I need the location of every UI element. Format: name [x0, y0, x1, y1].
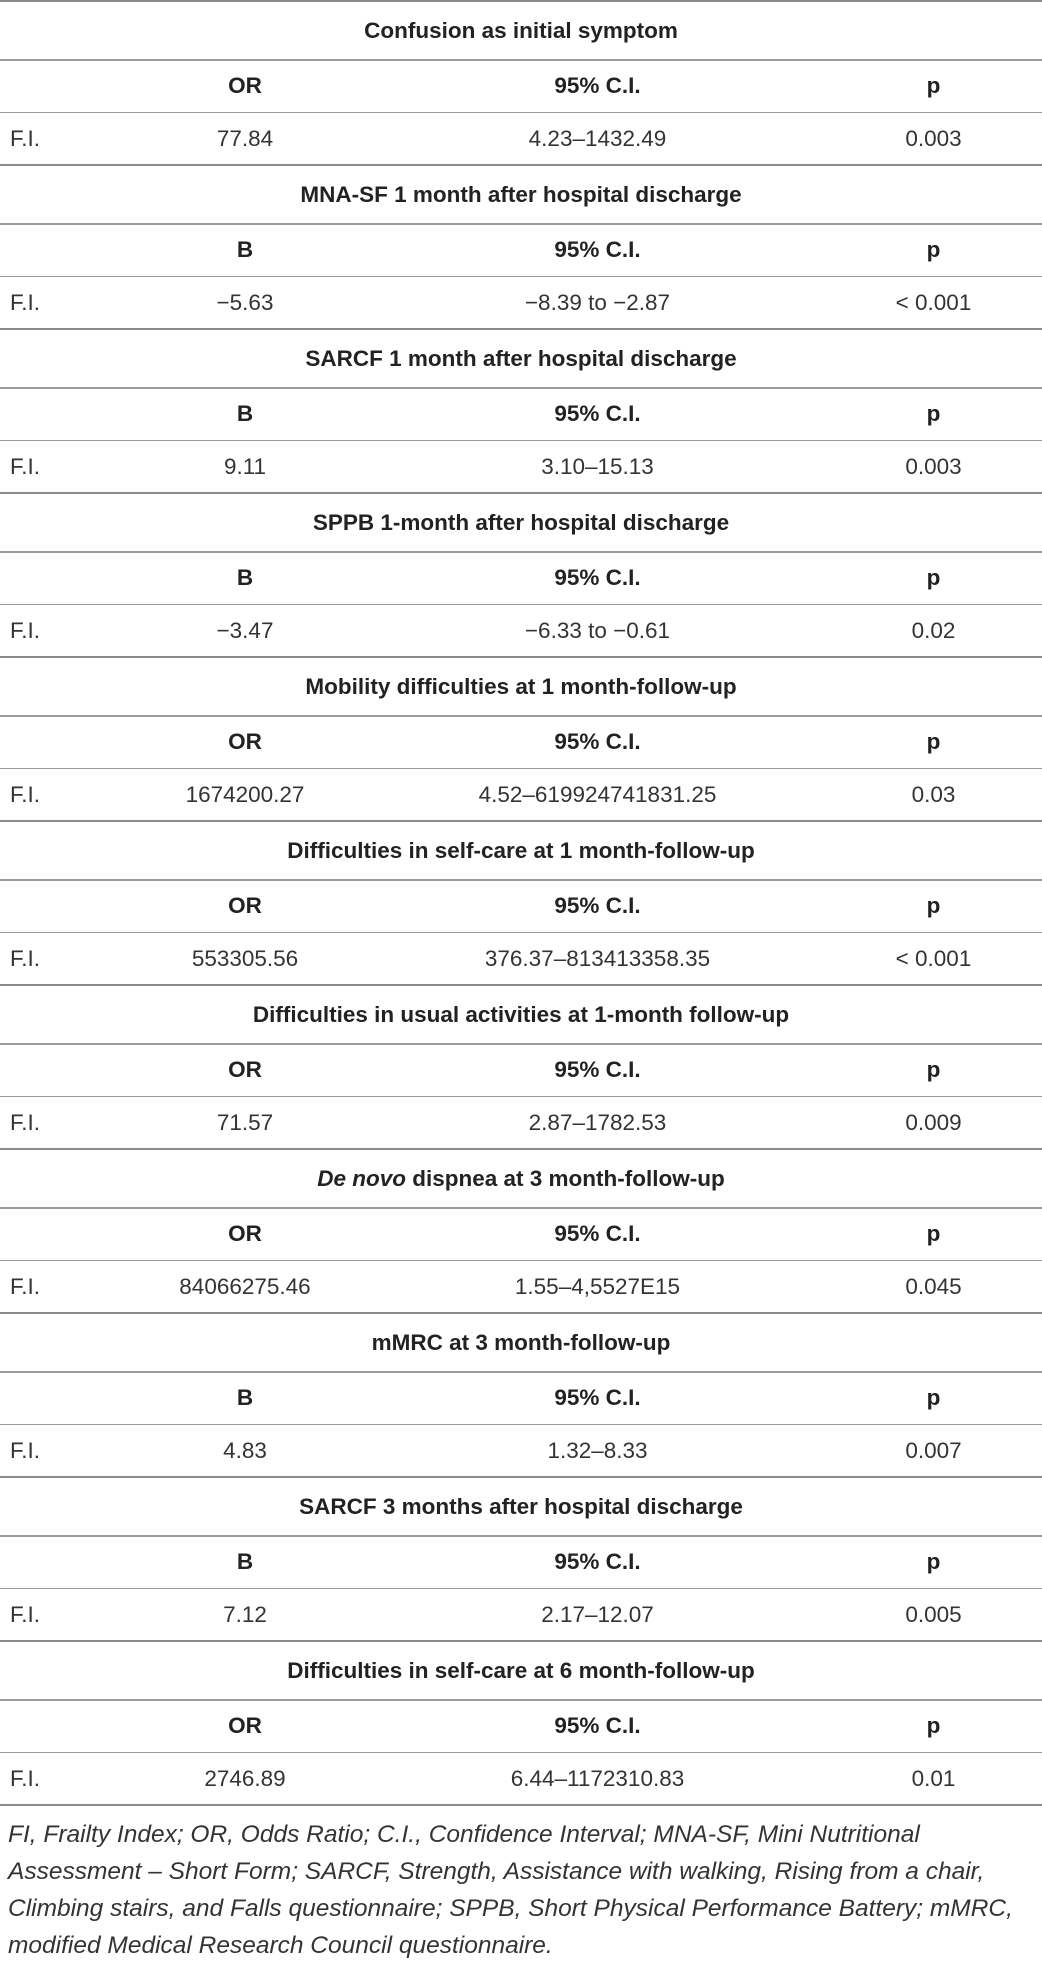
- estimate-value: 7.12: [223, 1601, 267, 1627]
- table-section: [0, 1150, 1042, 1314]
- row-label: F.I.: [10, 453, 41, 479]
- p-value: 0.03: [911, 781, 956, 807]
- header-estimate: B: [236, 565, 254, 590]
- header-ci: 95% C.I.: [554, 73, 641, 98]
- table-row: [0, 1753, 1042, 1804]
- section-title-text: MNA-SF 1 month after hospital discharge: [300, 182, 742, 207]
- section-title: [0, 494, 1042, 551]
- estimate-value: 1674200.27: [185, 781, 305, 807]
- header-p: p: [926, 893, 941, 918]
- header-p: p: [926, 73, 941, 98]
- table-section: [0, 1642, 1042, 1806]
- section-title-emphasis: De novo: [317, 1166, 406, 1191]
- row-label: F.I.: [10, 1601, 41, 1627]
- table-section: [0, 822, 1042, 986]
- section-title-text: Difficulties in usual activities at 1-month follow-up: [252, 1002, 790, 1027]
- header-estimate: B: [236, 237, 254, 262]
- column-header-row: [0, 1701, 1042, 1752]
- header-p: p: [926, 1549, 941, 1574]
- section-title: [0, 166, 1042, 223]
- header-estimate: OR: [228, 893, 262, 918]
- row-label: F.I.: [10, 1273, 41, 1299]
- header-p: p: [926, 401, 941, 426]
- header-p: p: [926, 1385, 941, 1410]
- header-p: p: [926, 729, 941, 754]
- column-header-row: [0, 881, 1042, 932]
- header-p: p: [926, 1713, 941, 1738]
- ci-value: 3.10–15.13: [541, 453, 654, 479]
- table-row: [0, 1425, 1042, 1476]
- estimate-value: 84066275.46: [179, 1273, 311, 1299]
- header-estimate: OR: [228, 1057, 262, 1082]
- ci-value: −6.33 to −0.61: [524, 617, 671, 643]
- ci-value: 2.87–1782.53: [528, 1109, 667, 1135]
- ci-value: 4.23–1432.49: [528, 125, 667, 151]
- column-header-row: [0, 61, 1042, 112]
- header-ci: 95% C.I.: [554, 237, 641, 262]
- table-row: [0, 769, 1042, 820]
- estimate-value: 77.84: [216, 125, 274, 151]
- estimate-value: 9.11: [223, 453, 267, 479]
- p-value: < 0.001: [895, 289, 972, 315]
- column-header-row: [0, 389, 1042, 440]
- header-ci: 95% C.I.: [554, 401, 641, 426]
- header-ci: 95% C.I.: [554, 1549, 641, 1574]
- table-row: [0, 1261, 1042, 1312]
- column-header-row: [0, 1373, 1042, 1424]
- header-p: p: [926, 237, 941, 262]
- table-row: [0, 1097, 1042, 1148]
- estimate-value: −5.63: [216, 289, 274, 315]
- section-title: [0, 822, 1042, 879]
- table-section: [0, 1314, 1042, 1478]
- table-sections: [0, 2, 1042, 1806]
- column-header-row: [0, 225, 1042, 276]
- row-label: F.I.: [10, 1437, 41, 1463]
- ci-value: 376.37–813413358.35: [484, 945, 711, 971]
- table-row: [0, 113, 1042, 164]
- p-value: 0.005: [905, 1601, 962, 1627]
- p-value: < 0.001: [895, 945, 972, 971]
- header-ci: 95% C.I.: [554, 1713, 641, 1738]
- table-row: [0, 605, 1042, 656]
- estimate-value: 553305.56: [191, 945, 299, 971]
- p-value: 0.01: [911, 1765, 956, 1791]
- header-ci: 95% C.I.: [554, 729, 641, 754]
- table-section: [0, 166, 1042, 330]
- table-section: [0, 2, 1042, 166]
- header-estimate: B: [236, 1549, 254, 1574]
- header-ci: 95% C.I.: [554, 1057, 641, 1082]
- estimate-value: 71.57: [216, 1109, 274, 1135]
- row-label: F.I.: [10, 945, 41, 971]
- row-label: F.I.: [10, 289, 41, 315]
- section-title: [0, 1150, 1042, 1207]
- section-title-text: Difficulties in self-care at 6 month-follow-up: [287, 1658, 755, 1683]
- section-title: [0, 1314, 1042, 1371]
- p-value: 0.045: [905, 1273, 962, 1299]
- table-footnote: FI, Frailty Index; OR, Odds Ratio; C.I., Confidence Interval; MNA-SF, Mini Nutritional Assessment – Short Form; SARCF, Strength, Assistance with walking, Rising from a chair, Climbing stairs, and Falls questionnaire; SPPB, Short Physical Performance Battery; mMRC, modified Medical Research Council questionnaire.: [8, 1821, 1013, 1959]
- section-title-text: SPPB 1-month after hospital discharge: [312, 510, 730, 535]
- ci-value: 1.32–8.33: [547, 1437, 648, 1463]
- estimate-value: 2746.89: [204, 1765, 286, 1791]
- section-title: [0, 986, 1042, 1043]
- header-p: p: [926, 1221, 941, 1246]
- row-label: F.I.: [10, 1109, 41, 1135]
- row-label: F.I.: [10, 617, 41, 643]
- header-ci: 95% C.I.: [554, 565, 641, 590]
- p-value: 0.003: [905, 125, 962, 151]
- section-title-text: Confusion as initial symptom: [364, 18, 678, 43]
- ci-value: 4.52–619924741831.25: [478, 781, 717, 807]
- header-estimate: B: [236, 1385, 254, 1410]
- header-p: p: [926, 1057, 941, 1082]
- header-estimate: OR: [228, 73, 262, 98]
- header-p: p: [926, 565, 941, 590]
- header-ci: 95% C.I.: [554, 1385, 641, 1410]
- table-section: [0, 330, 1042, 494]
- header-estimate: B: [236, 401, 254, 426]
- estimate-value: 4.83: [223, 1437, 267, 1463]
- section-title: [0, 1642, 1042, 1699]
- section-title-text: dispnea at 3 month-follow-up: [406, 1166, 725, 1191]
- column-header-row: [0, 553, 1042, 604]
- table-section: [0, 494, 1042, 658]
- ci-value: 2.17–12.07: [541, 1601, 654, 1627]
- ci-value: −8.39 to −2.87: [524, 289, 671, 315]
- header-estimate: OR: [228, 1221, 262, 1246]
- header-ci: 95% C.I.: [554, 1221, 641, 1246]
- row-label: F.I.: [10, 125, 41, 151]
- section-title-text: mMRC at 3 month-follow-up: [371, 1330, 671, 1355]
- table-row: [0, 441, 1042, 492]
- header-ci: 95% C.I.: [554, 893, 641, 918]
- p-value: 0.009: [905, 1109, 962, 1135]
- section-title: [0, 1478, 1042, 1535]
- section-title-text: Difficulties in self-care at 1 month-follow-up: [287, 838, 755, 863]
- table-row: [0, 1589, 1042, 1640]
- row-label: F.I.: [10, 1765, 41, 1791]
- ci-value: 1.55–4,5527E15: [514, 1273, 681, 1299]
- column-header-row: [0, 1209, 1042, 1260]
- section-title-text: Mobility difficulties at 1 month-follow-up: [305, 674, 737, 699]
- section-title: [0, 330, 1042, 387]
- p-value: 0.02: [911, 617, 956, 643]
- column-header-row: [0, 1537, 1042, 1588]
- table-section: [0, 986, 1042, 1150]
- header-estimate: OR: [228, 1713, 262, 1738]
- table-row: [0, 933, 1042, 984]
- column-header-row: [0, 717, 1042, 768]
- row-label: F.I.: [10, 781, 41, 807]
- section-title: [0, 2, 1042, 59]
- section-title: [0, 658, 1042, 715]
- section-title-text: SARCF 3 months after hospital discharge: [299, 1494, 743, 1519]
- table-section: [0, 658, 1042, 822]
- table-section: [0, 1478, 1042, 1642]
- p-value: 0.007: [905, 1437, 962, 1463]
- ci-value: 6.44–1172310.83: [510, 1765, 685, 1791]
- header-estimate: OR: [228, 729, 262, 754]
- column-header-row: [0, 1045, 1042, 1096]
- p-value: 0.003: [905, 453, 962, 479]
- table-row: [0, 277, 1042, 328]
- estimate-value: −3.47: [216, 617, 274, 643]
- section-title-text: SARCF 1 month after hospital discharge: [305, 346, 737, 371]
